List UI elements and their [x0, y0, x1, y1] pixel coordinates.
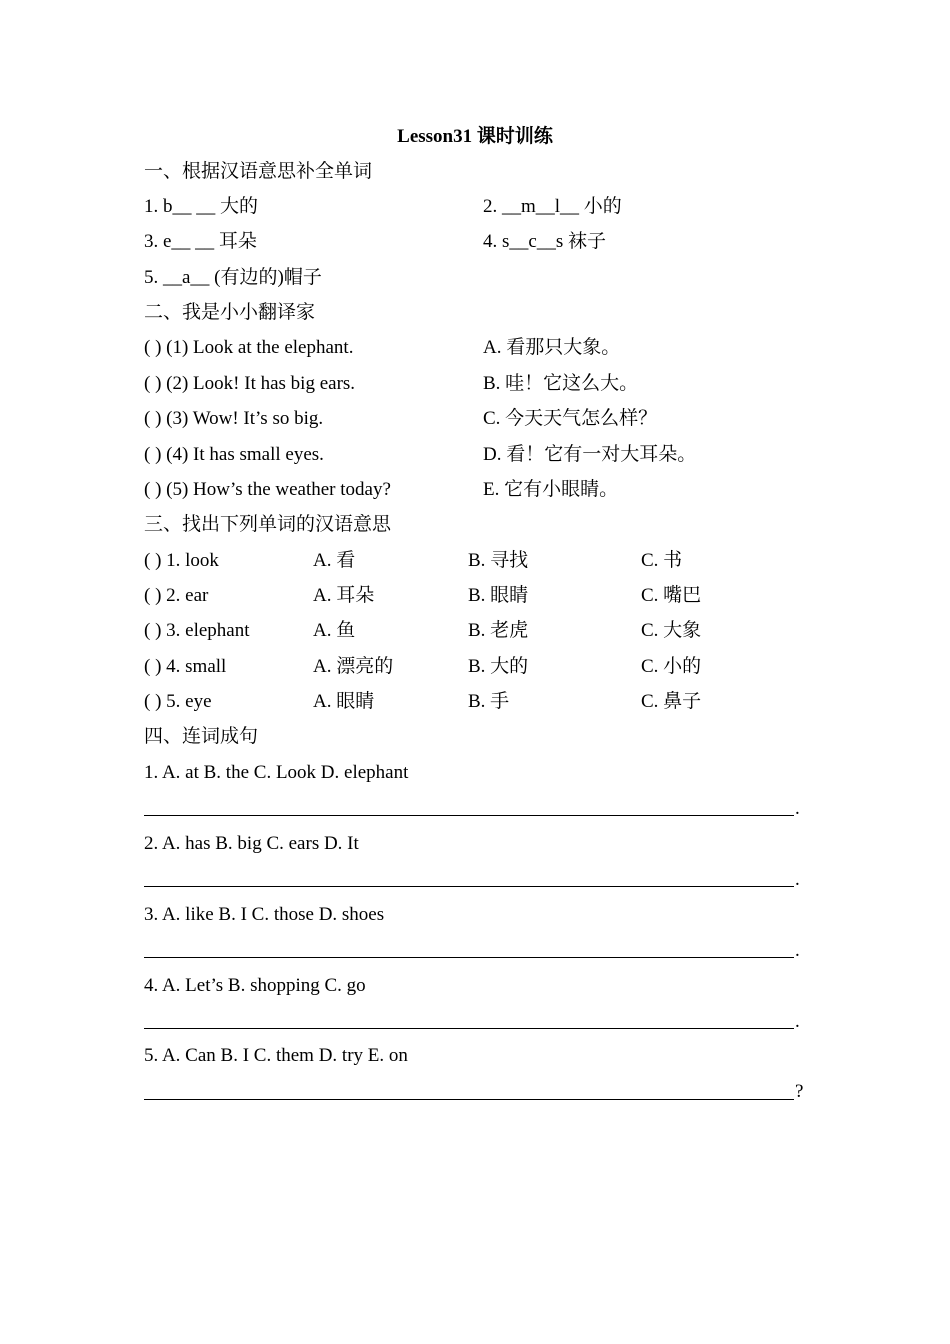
fill-word-row	[144, 265, 794, 291]
fill-word-item: 4. s__c__s 袜子	[483, 231, 606, 252]
translation-chinese: E. 它有小眼睛。	[483, 479, 619, 500]
choice-option-a: A. 鱼	[313, 620, 356, 641]
choice-question: ( ) 4. small	[144, 656, 227, 677]
choice-row	[144, 654, 794, 680]
answer-line[interactable]	[144, 1099, 794, 1100]
section-4-heading: 四、连词成句	[144, 726, 259, 747]
translation-row	[144, 477, 794, 503]
fill-word-item: 5. __a__ (有边的)帽子	[144, 267, 322, 288]
answer-end-mark: .	[795, 798, 800, 819]
translation-row	[144, 406, 794, 432]
translation-row	[144, 371, 794, 397]
choice-option-b: B. 眼睛	[468, 585, 529, 606]
choice-row	[144, 548, 794, 574]
word-order-prompt: 2. A. has B. big C. ears D. It	[144, 833, 359, 854]
choice-row	[144, 689, 794, 715]
choice-option-c: C. 嘴巴	[641, 585, 702, 606]
word-order-prompt: 3. A. like B. I C. those D. shoes	[144, 904, 385, 925]
translation-row	[144, 335, 794, 361]
translation-row	[144, 442, 794, 468]
word-order-prompt: 1. A. at B. the C. Look D. elephant	[144, 762, 409, 783]
section-1-heading: 一、根据汉语意思补全单词	[144, 161, 373, 182]
choice-option-b: B. 大的	[468, 656, 529, 677]
word-order-prompt: 5. A. Can B. I C. them D. try E. on	[144, 1045, 408, 1066]
choice-option-b: B. 手	[468, 691, 510, 712]
translation-english: ( ) (2) Look! It has big ears.	[144, 373, 356, 394]
choice-option-c: C. 大象	[641, 620, 702, 641]
answer-line[interactable]	[144, 886, 794, 887]
section-2-heading: 二、我是小小翻译家	[144, 302, 316, 323]
answer-line[interactable]	[144, 815, 794, 816]
choice-option-a: A. 耳朵	[313, 585, 375, 606]
choice-question: ( ) 3. elephant	[144, 620, 250, 641]
answer-line[interactable]	[144, 1028, 794, 1029]
fill-word-item: 2. __m__l__ 小的	[483, 196, 622, 217]
fill-word-row	[144, 229, 794, 255]
choice-option-b: B. 老虎	[468, 620, 529, 641]
choice-option-b: B. 寻找	[468, 550, 529, 571]
answer-end-mark: .	[795, 940, 800, 961]
choice-option-c: C. 鼻子	[641, 691, 702, 712]
fill-word-item: 3. e__ __ 耳朵	[144, 231, 257, 252]
translation-chinese: A. 看那只大象。	[483, 337, 621, 358]
answer-end-mark: .	[795, 869, 800, 890]
choice-option-c: C. 书	[641, 550, 683, 571]
choice-option-c: C. 小的	[641, 656, 702, 677]
choice-row	[144, 618, 794, 644]
choice-question: ( ) 5. eye	[144, 691, 212, 712]
answer-end-mark: ?	[795, 1081, 804, 1102]
translation-english: ( ) (5) How’s the weather today?	[144, 479, 391, 500]
choice-question: ( ) 2. ear	[144, 585, 209, 606]
choice-option-a: A. 漂亮的	[313, 656, 394, 677]
translation-english: ( ) (3) Wow! It’s so big.	[144, 408, 324, 429]
choice-question: ( ) 1. look	[144, 550, 219, 571]
translation-chinese: C. 今天天气怎么样？	[483, 408, 658, 429]
translation-english: ( ) (1) Look at the elephant.	[144, 337, 354, 358]
choice-row	[144, 583, 794, 609]
fill-word-item: 1. b__ __ 大的	[144, 196, 259, 217]
translation-english: ( ) (4) It has small eyes.	[144, 444, 324, 465]
fill-word-row	[144, 194, 794, 220]
section-3-heading: 三、找出下列单词的汉语意思	[144, 514, 392, 535]
choice-option-a: A. 眼睛	[313, 691, 375, 712]
answer-end-mark: .	[795, 1011, 800, 1032]
page-title: Lesson31 课时训练	[397, 126, 553, 147]
answer-line[interactable]	[144, 957, 794, 958]
word-order-prompt: 4. A. Let’s B. shopping C. go	[144, 975, 366, 996]
choice-option-a: A. 看	[313, 550, 356, 571]
translation-chinese: B. 哇！它这么大。	[483, 373, 639, 394]
translation-chinese: D. 看！它有一对大耳朵。	[483, 444, 697, 465]
